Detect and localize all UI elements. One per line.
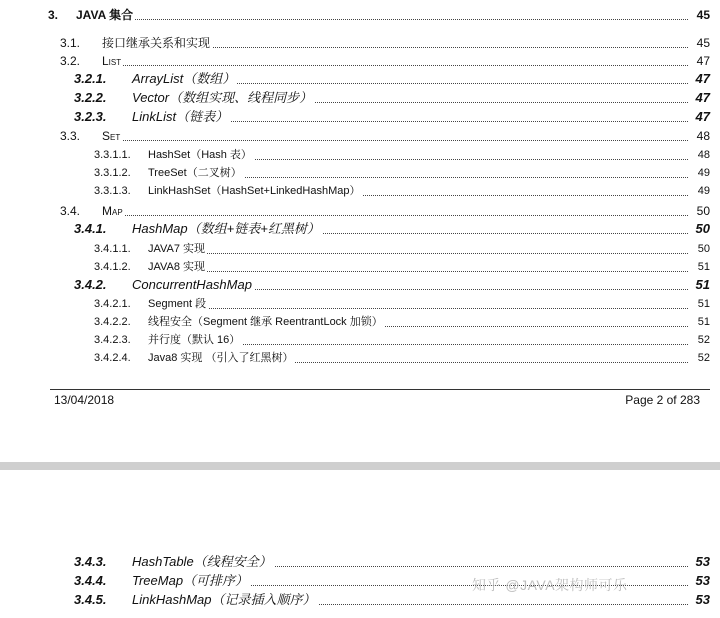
toc-entry-number: 3.4.2.4.	[94, 352, 131, 364]
toc-entry-title: LinkHashMap（记录插入顺序）	[132, 592, 316, 607]
toc-entry-number: 3.4.1.	[74, 221, 107, 236]
footer-rule	[50, 389, 710, 390]
toc-entry-page: 53	[695, 592, 710, 607]
toc-dot-leader	[76, 17, 688, 20]
footer-page-number: Page 2 of 283	[625, 393, 700, 407]
toc-entry-title: Set	[102, 129, 121, 143]
toc-entry-title: HashSet（Hash 表）	[148, 146, 254, 164]
toc-entry-title: 接口继承关系和实现	[102, 36, 211, 50]
toc-entry-page: 53	[695, 554, 710, 569]
toc-entry-number: 3.4.2.2.	[94, 316, 131, 328]
toc-entry-title: Java8 实现 （引入了红黑树）	[148, 349, 295, 367]
toc-entry[interactable]	[40, 313, 710, 331]
toc-entry[interactable]	[40, 164, 710, 182]
toc-entry[interactable]	[40, 276, 710, 294]
toc-entry-page: 52	[697, 334, 710, 346]
toc-entry-title: HashTable（线程安全）	[132, 554, 272, 569]
toc-entry-number: 3.3.1.1.	[94, 149, 131, 161]
toc-entry-number: 3.2.2.	[74, 90, 107, 105]
toc-entry[interactable]	[40, 240, 710, 258]
toc-entry-title: 并行度（默认 16）	[148, 331, 242, 349]
document-page-2	[0, 470, 720, 618]
toc-entry[interactable]	[40, 202, 710, 220]
toc-entry-title: Map	[102, 204, 123, 218]
toc-entry-number: 3.4.2.1.	[94, 298, 131, 310]
toc-entry-title: JAVA 集合	[76, 8, 134, 22]
toc-entry-number: 3.4.5.	[74, 592, 107, 607]
toc-entry-page: 50	[695, 221, 710, 236]
toc-entry-page: 49	[697, 167, 710, 179]
toc-entry-page: 48	[696, 129, 710, 143]
toc-dot-leader	[102, 213, 688, 216]
toc-entry-page: 50	[696, 204, 710, 218]
toc-entry-number: 3.4.2.3.	[94, 334, 131, 346]
toc-entry-number: 3.3.1.3.	[94, 185, 131, 197]
toc-entry-title: 线程安全（Segment 继承 ReentrantLock 加锁）	[148, 313, 385, 331]
toc-entry-page: 51	[695, 277, 710, 292]
toc-dot-leader	[102, 63, 688, 66]
toc-entry-title: JAVA8 实现	[148, 258, 207, 276]
toc-entry-page: 47	[695, 109, 710, 124]
toc-dot-leader	[148, 306, 688, 309]
toc-entry-page: 47	[696, 54, 710, 68]
toc-entry-number: 3.4.1.2.	[94, 261, 131, 273]
toc-dot-leader	[102, 138, 688, 141]
toc-entry-number: 3.4.1.1.	[94, 243, 131, 255]
toc-entry-number: 3.2.3.	[74, 109, 107, 124]
toc-entry-page: 45	[696, 8, 710, 22]
toc-entry-page: 53	[695, 573, 710, 588]
toc-entry-title: HashMap（数组+链表+红黑树）	[132, 221, 320, 236]
toc-entry[interactable]	[40, 182, 710, 200]
toc-dot-leader	[148, 269, 688, 272]
toc-entry[interactable]	[40, 553, 710, 571]
toc-entry[interactable]	[40, 34, 710, 52]
toc-entry-number: 3.3.1.2.	[94, 167, 131, 179]
toc-entry-page: 48	[697, 149, 710, 161]
toc-entry-title: JAVA7 实现	[148, 240, 207, 258]
toc-entry[interactable]	[40, 70, 710, 88]
toc-entry-title: ConcurrentHashMap	[132, 277, 252, 292]
footer-date: 13/04/2018	[54, 393, 115, 407]
toc-entry[interactable]	[40, 258, 710, 276]
toc-entry-title: Vector（数组实现、线程同步）	[132, 90, 313, 105]
toc-entry-title: List	[102, 54, 122, 68]
toc-entry-title: LinkList（链表）	[132, 109, 229, 124]
toc-entry[interactable]	[40, 89, 710, 107]
toc-entry-number: 3.4.3.	[74, 554, 107, 569]
toc-entry-page: 51	[697, 298, 710, 310]
toc-entry[interactable]	[40, 146, 710, 164]
toc-entry[interactable]	[40, 127, 710, 145]
toc-entry[interactable]	[40, 349, 710, 367]
toc-entry-page: 47	[695, 71, 710, 86]
toc-entry[interactable]	[40, 52, 710, 70]
toc-entry[interactable]	[40, 108, 710, 126]
watermark-text: 知乎 @JAVA架构师可乐	[472, 577, 628, 593]
toc-entry-number: 3.1.	[60, 36, 81, 50]
toc-entry-number: 3.2.1.	[74, 71, 107, 86]
toc-entry-title: LinkHashSet（HashSet+LinkedHashMap）	[148, 182, 362, 200]
toc-entry-title: TreeSet（二叉树）	[148, 164, 244, 182]
toc-entry-number: 3.2.	[60, 54, 81, 68]
toc-entry-number: 3.4.4.	[74, 573, 107, 588]
toc-entry-page: 45	[696, 36, 710, 50]
toc-entry-page: 47	[695, 90, 710, 105]
toc-entry-title: Segment 段	[148, 295, 208, 313]
toc-entry-page: 51	[697, 261, 710, 273]
toc-entry-page: 49	[697, 185, 710, 197]
toc-entry[interactable]	[40, 295, 710, 313]
toc-entry[interactable]	[40, 6, 710, 24]
toc-entry-title: ArrayList（数组）	[132, 71, 236, 86]
toc-entry-number: 3.4.2.	[74, 277, 107, 292]
toc-entry-page: 51	[697, 316, 710, 328]
toc-entry-title: TreeMap（可排序）	[132, 573, 249, 588]
toc-entry[interactable]	[40, 220, 710, 238]
toc-dot-leader	[148, 251, 688, 254]
toc-entry-number: 3.3.	[60, 129, 81, 143]
toc-entry-number: 3.	[48, 8, 59, 22]
page-separator	[0, 462, 720, 470]
toc-entry[interactable]	[40, 331, 710, 349]
toc-entry-page: 50	[697, 243, 710, 255]
toc-entry-number: 3.4.	[60, 204, 81, 218]
toc-entry-page: 52	[697, 352, 710, 364]
